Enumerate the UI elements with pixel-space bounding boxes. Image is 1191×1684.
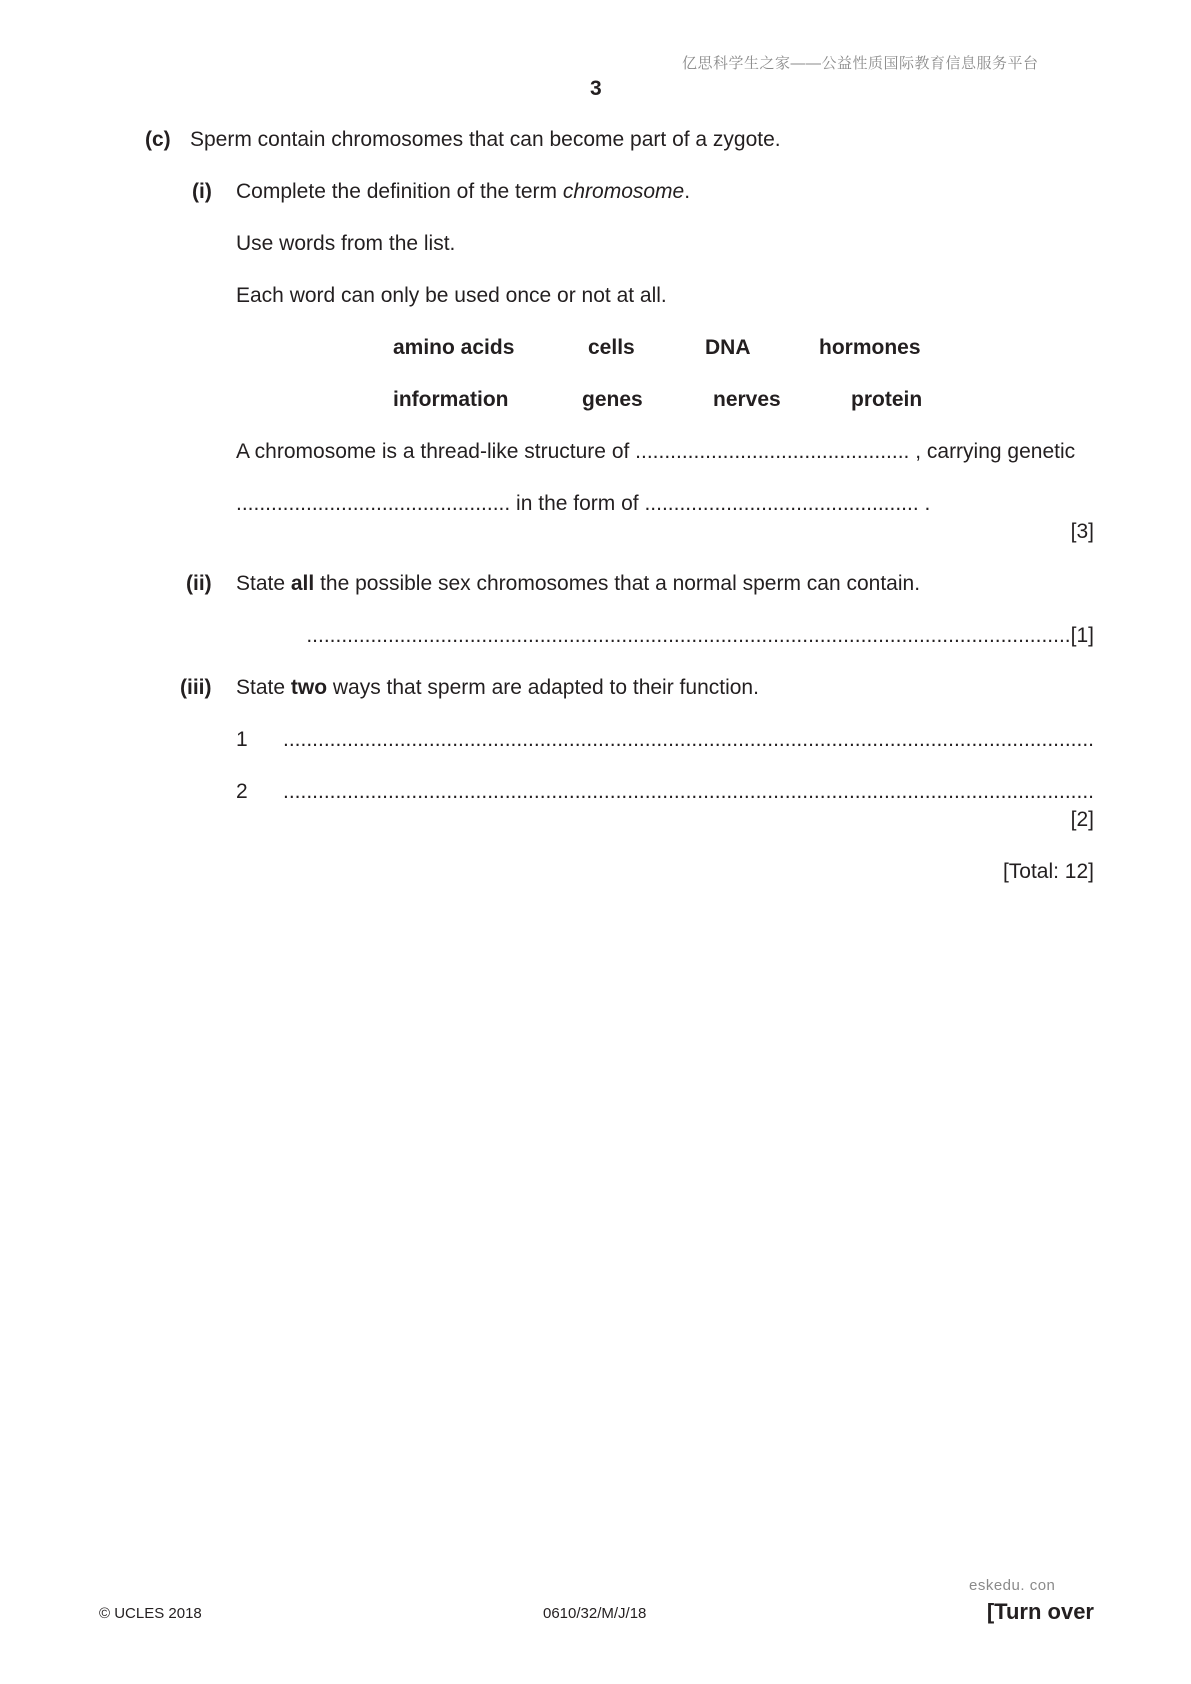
marks-i: [3] <box>1070 520 1094 543</box>
sub-i-label: (i) <box>192 180 212 203</box>
sub-iii-text: State two ways that sperm are adapted to their function. <box>236 676 759 699</box>
page-number: 3 <box>590 77 602 100</box>
word-list-item: hormones <box>819 336 921 359</box>
sub-iii-answer-2-line[interactable]: ........................................................................................................................................... <box>283 780 1094 803</box>
word-list-item: DNA <box>705 336 751 359</box>
definition-line-1[interactable]: A chromosome is a thread-like structure of ............................................... , carrying genetic <box>236 440 1076 463</box>
site-watermark: eskedu. con <box>969 1577 1056 1594</box>
word-list-item: nerves <box>713 388 781 411</box>
sub-i-instruction: Complete the definition of the term chromosome. <box>236 180 691 203</box>
watermark-text: 亿思科学生之家——公益性质国际教育信息服务平台 <box>682 55 1039 72</box>
marks-iii: [2] <box>1070 808 1094 831</box>
sub-i-line2: Use words from the list. <box>236 232 456 255</box>
sub-iii-answer-1-number: 1 <box>236 728 248 751</box>
word-list-item: protein <box>851 388 923 411</box>
turn-over: [Turn over <box>986 1599 1094 1624</box>
sub-ii-label: (ii) <box>186 572 212 595</box>
sub-iii-answer-2-number: 2 <box>236 780 248 803</box>
part-c-label: (c) <box>145 128 171 151</box>
paper-code: 0610/32/M/J/18 <box>543 1605 647 1622</box>
term-chromosome: chromosome <box>562 180 685 203</box>
sub-iii-answer-1-line[interactable]: ........................................................................................................................................... <box>283 728 1094 751</box>
part-c-stem: Sperm contain chromosomes that can become part of a zygote. <box>190 128 781 151</box>
sub-ii-text: State all the possible sex chromosomes that a normal sperm can contain. <box>236 572 921 595</box>
definition-line-2[interactable]: ............................................... in the form of ............................................... . <box>236 492 931 515</box>
copyright: © UCLES 2018 <box>99 1605 202 1622</box>
word-list-item: genes <box>582 388 643 411</box>
total-marks: [Total: 12] <box>1002 860 1094 883</box>
word-list-item: amino acids <box>393 336 515 359</box>
word-list-item: information <box>393 388 509 411</box>
sub-ii-answer-line[interactable]: ...................................................................................................................................[1] <box>306 624 1094 647</box>
word-list-item: cells <box>588 336 635 359</box>
sub-iii-label: (iii) <box>180 676 212 699</box>
sub-i-line3: Each word can only be used once or not at all. <box>236 284 667 307</box>
